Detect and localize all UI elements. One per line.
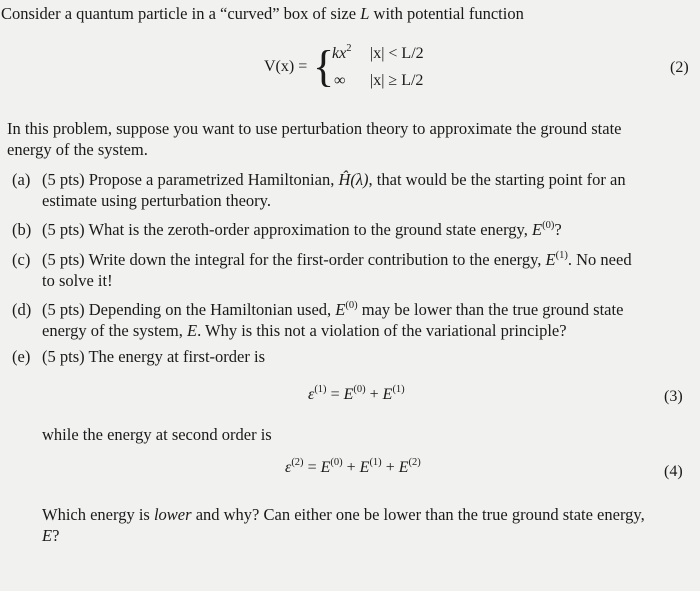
intro-sentence	[1, 4, 524, 24]
part-a-label: (a)	[12, 170, 31, 189]
part-c-line1: (5 pts) Write down the integral for the first-order contribution to the energy, $E^{(1)}$. No need	[42, 249, 632, 269]
left-brace: {	[313, 42, 335, 91]
part-b-label: (b)	[12, 220, 32, 239]
equation-4-body: $\varepsilon^{(2)} = E^{(0)} + E^{(1)} + E^{(2)}$	[285, 456, 421, 476]
case2-condition: |x| ≥ L/2	[370, 72, 424, 89]
part-a-line2: estimate using perturbation theory.	[42, 191, 271, 210]
case2-expression: ∞	[334, 72, 346, 89]
part-a-line1: (5 pts) Propose a parametrized Hamiltonian, Ĥ(λ), that would be the starting point for an	[42, 170, 626, 189]
case1-expression: $kx^2$	[332, 42, 352, 62]
closing-question-line1: Which energy is lower and why? Can either one be lower than the true ground state energy,	[42, 505, 645, 524]
equation-2-number: (2)	[670, 59, 689, 76]
equation-3-number: (3)	[664, 388, 683, 405]
intro-text-end: with potential function	[369, 4, 524, 23]
box-size-symbol: L	[360, 4, 370, 23]
hamiltonian-symbol: Ĥ(λ)	[338, 170, 369, 189]
problem-statement-line2: energy of the system.	[7, 140, 148, 159]
second-order-intro: while the energy at second order is	[42, 425, 272, 444]
part-d-line1: (5 pts) Depending on the Hamiltonian used, $E^{(0)}$ may be lower than the true ground state	[42, 299, 624, 319]
part-c-label: (c)	[12, 250, 31, 269]
equation-3-body: $\varepsilon^{(1)} = E^{(0)} + E^{(1)}$	[308, 383, 405, 403]
part-d-label: (d)	[12, 300, 32, 319]
closing-question-line2: E?	[42, 526, 60, 545]
part-e-label: (e)	[12, 347, 31, 366]
intro-text: Consider a quantum particle in a “curved” box of size	[1, 4, 361, 23]
part-c-line2: to solve it!	[42, 271, 113, 290]
emphasis-lower: lower	[153, 505, 192, 524]
equation-2-lhs: V(x) =	[264, 58, 308, 75]
case1-condition: |x| < L/2	[370, 45, 424, 62]
problem-statement-line1: In this problem, suppose you want to use perturbation theory to approximate the ground state	[7, 119, 622, 138]
equation-4-number: (4)	[664, 463, 683, 480]
part-d-line2: energy of the system, E. Why is this not a violation of the variational principle?	[42, 321, 567, 340]
part-b-line1: (5 pts) What is the zeroth-order approximation to the ground state energy, $E^{(0)}$?	[42, 219, 562, 239]
part-e-line1: (5 pts) The energy at first-order is	[42, 347, 265, 366]
